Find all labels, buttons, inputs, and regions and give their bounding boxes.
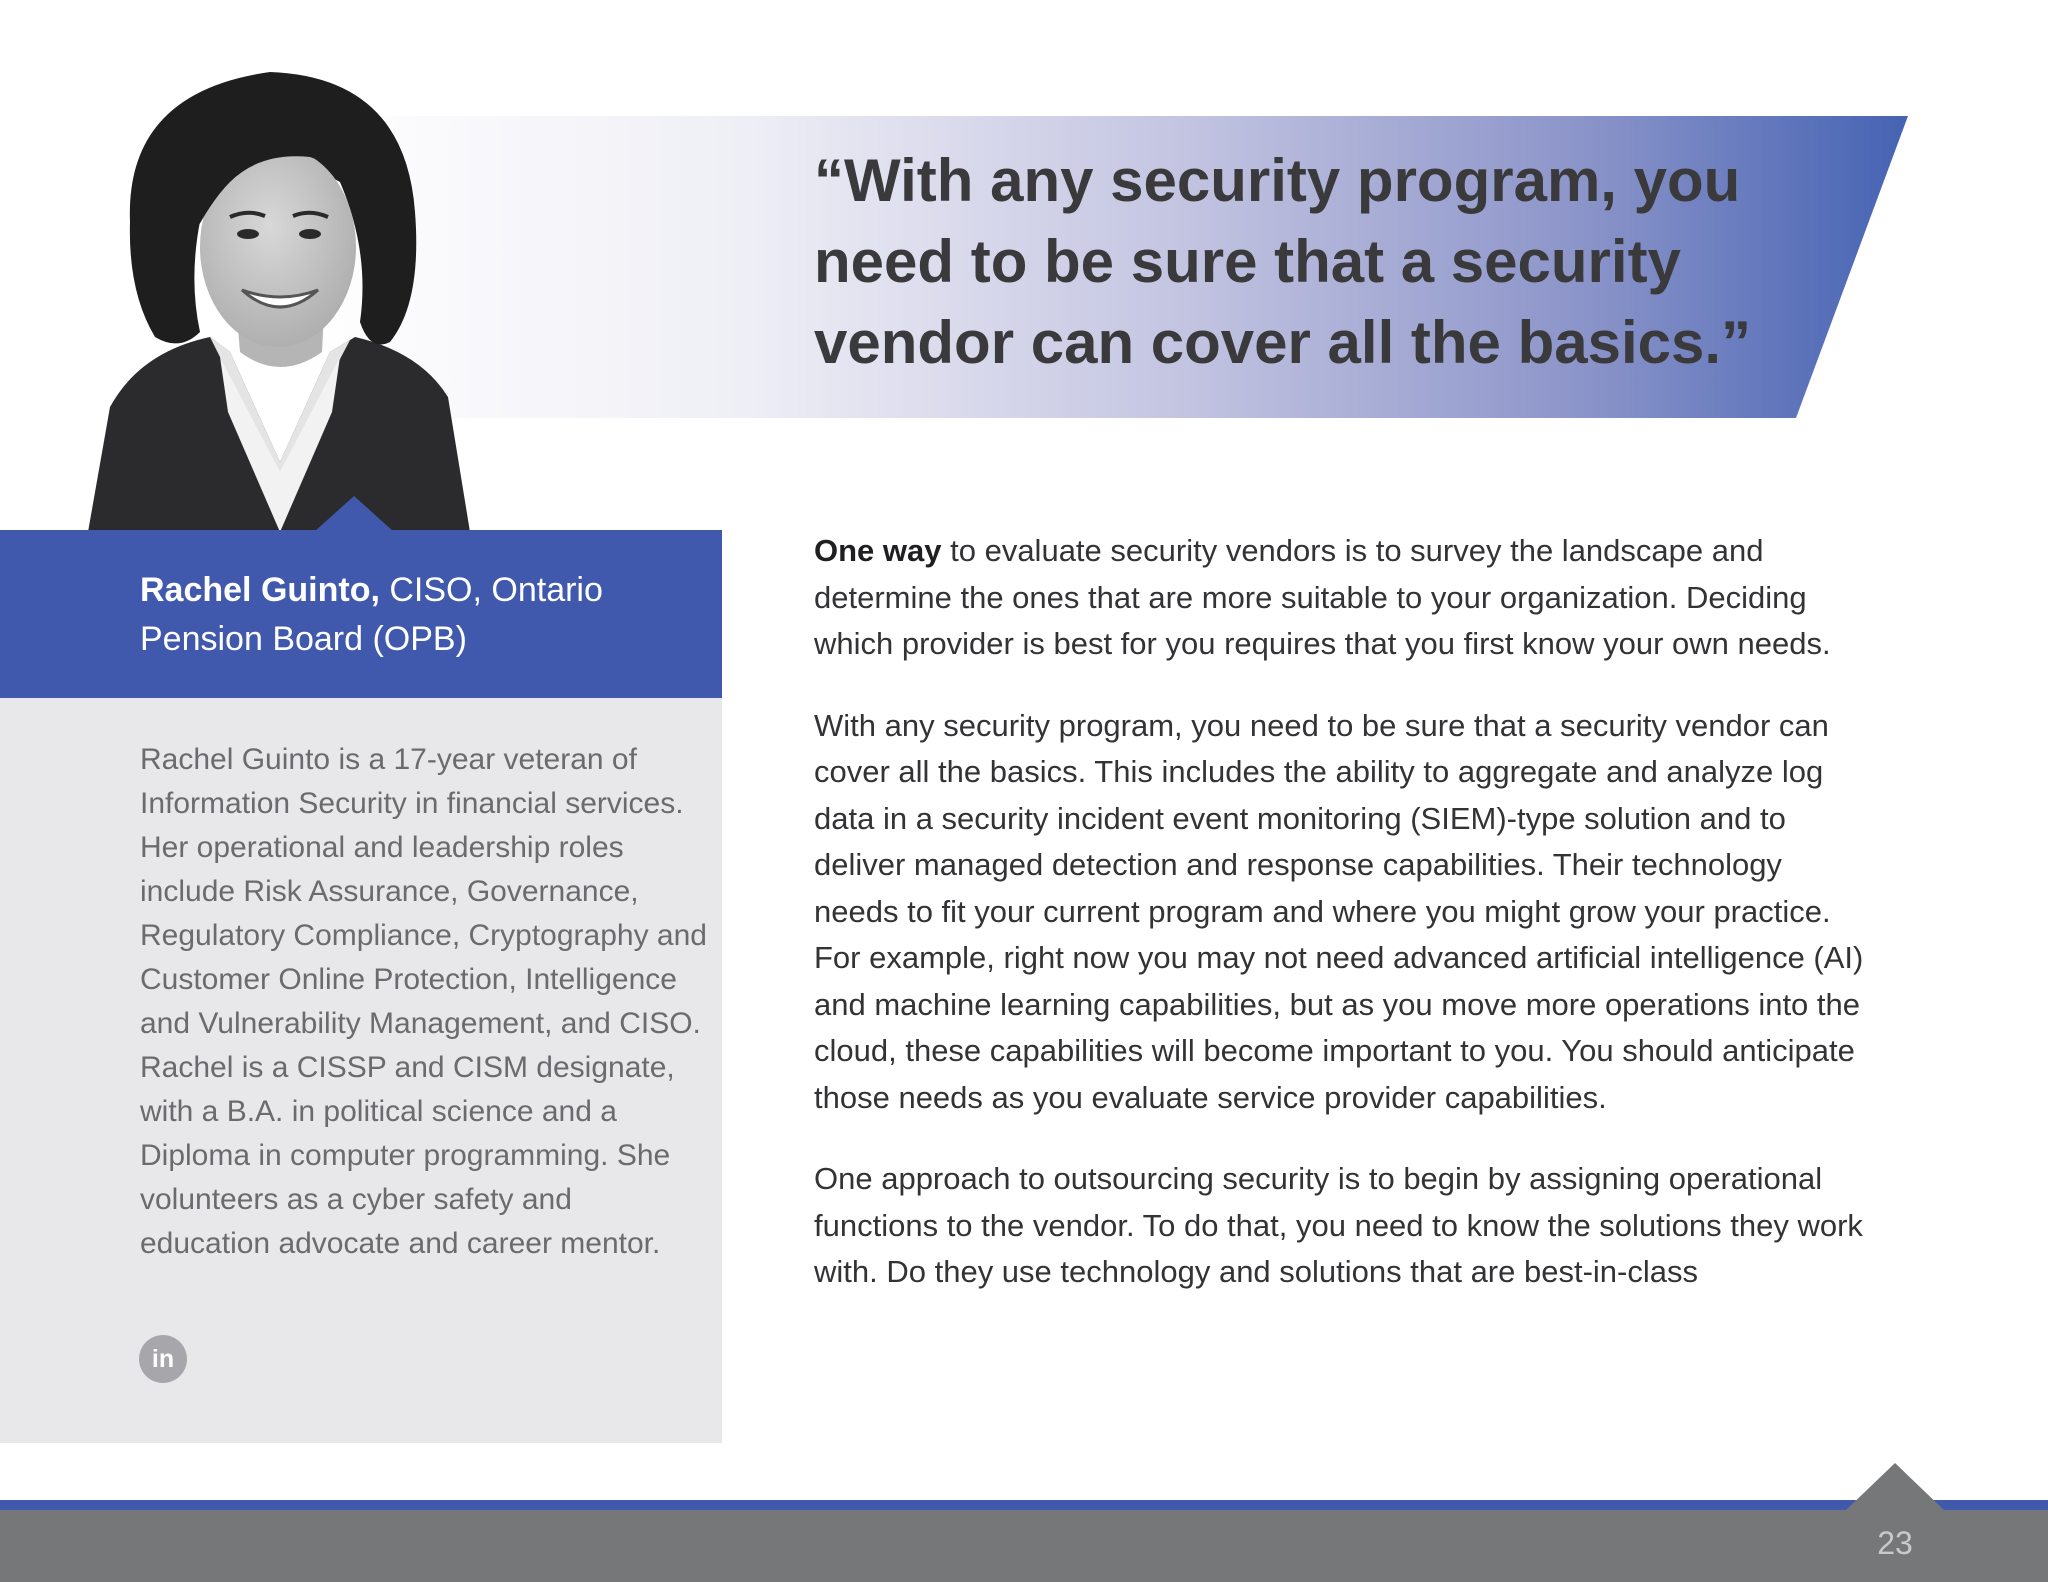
footer-notch [1845, 1463, 1945, 1511]
portrait-photo [70, 52, 490, 532]
profile-bio: Rachel Guinto is a 17-year veteran of Information Security in financial services. Her operational and leadership roles include Risk Assurance, Governance, Regulatory Compliance, Cryptography and Customer Online Protection, Intelligence and Vulnerability Management, and CISO. Rachel is a CISSP and CISM designate, with a B.A. in political science and a Diploma in computer programming. She volunteers as a cyber safety and education advocate and career mentor. [140, 743, 707, 1260]
page-number: 23 [1877, 1525, 1913, 1561]
article-lead-bold: One way [814, 533, 942, 568]
article-lead-text: to evaluate security vendors is to survey the landscape and determine the ones that are more suitable to your organization. Deciding which provider is best for you requires that you first know your own needs. [814, 533, 1831, 661]
linkedin-icon[interactable]: in [139, 1335, 187, 1383]
profile-heading [140, 566, 700, 664]
article-paragraph-2: With any security program, you need to be sure that a security vendor can cover all the basics. This includes the ability to aggregate and analyze log data in a security incident event monitoring (SIEM)-type solution and to deliver managed detection and response capabilities. Their technology needs to fit your current program and where you might grow your practice. For example, right now you may not need advanced artificial intelligence (AI) and machine learning capabilities, but as you move more operations into the cloud, these capabilities will become important to you. You should anticipate those needs as you evaluate service provider capabilities. [814, 707, 1864, 1115]
article-paragraph-1 [814, 528, 1874, 668]
footer-bar [0, 1510, 2048, 1582]
profile-title: CISO, Ontario Pension Board (OPB) [140, 571, 603, 658]
profile-name: Rachel Guinto, [140, 571, 380, 609]
article-paragraph-3: One approach to outsourcing security is to begin by assigning operational functions to the vendor. To do that, you need to know the solutions they work with. Do they use technology and solutions that are best-in-class [814, 1161, 1863, 1289]
pull-quote: “With any security program, you need to be sure that a security vendor can cover all the basics.” [814, 147, 1752, 376]
name-panel-notch [314, 496, 394, 532]
article-body [814, 528, 1874, 1331]
